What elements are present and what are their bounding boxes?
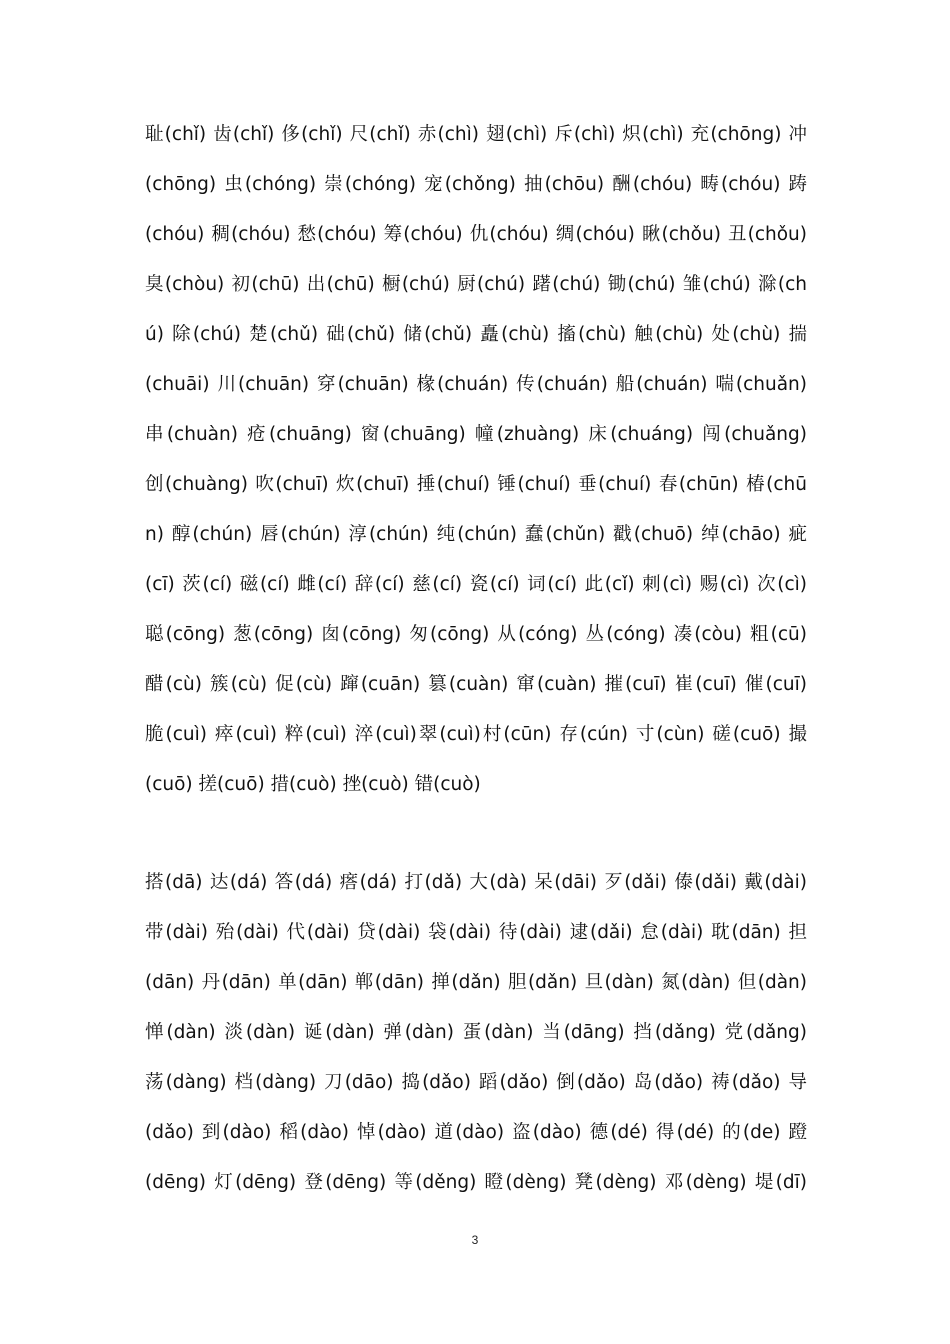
text-line: 创(chuàng) 吹(chuī) 炊(chuī) 捶(chuí) 锤(chuí) 垂(chuí) 春(chūn) 椿(chū [145,474,807,495]
text-line-last: (cuō) 搓(cuō) 措(cuò) 挫(cuò) 错(cuò) [145,774,481,795]
text-line: (chōng) 虫(chóng) 崇(chóng) 宠(chǒng) 抽(chōu) 酬(chóu) 畴(chóu) 踌 [145,174,807,195]
text-line: 醋(cù) 簇(cù) 促(cù) 蹿(cuān) 篡(cuàn) 窜(cuàn) 摧(cuī) 崔(cuī) 催(cuī) [145,674,807,695]
text-line: n) 醇(chún) 唇(chún) 淳(chún) 纯(chún) 蠢(chǔn) 戳(chuō) 绰(chāo) 疵 [145,524,807,545]
text-line: 串(chuàn) 疮(chuāng) 窗(chuāng) 幢(zhuàng) 床(chuáng) 闯(chuǎng) [145,424,807,445]
text-line: (chuāi) 川(chuān) 穿(chuān) 椽(chuán) 传(chuán) 船(chuán) 喘(chuǎn) [145,374,807,395]
text-line: 荡(dàng) 档(dàng) 刀(dāo) 捣(dǎo) 蹈(dǎo) 倒(dǎo) 岛(dǎo) 祷(dǎo) 导 [145,1072,807,1093]
text-line: 聪(cōng) 葱(cōng) 囱(cōng) 匆(cōng) 从(cóng) 丛(cóng) 凑(còu) 粗(cū) [145,624,807,645]
text-line: (dǎo) 到(dào) 稻(dào) 悼(dào) 道(dào) 盗(dào) 德(dé) 得(dé) 的(de) 蹬 [145,1122,807,1143]
page-number: 3 [471,1233,479,1247]
text-line: 带(dài) 殆(dài) 代(dài) 贷(dài) 袋(dài) 待(dài) 逮(dǎi) 怠(dài) 耽(dān) 担 [145,922,807,943]
text-line: 耻(chǐ) 齿(chǐ) 侈(chǐ) 尺(chǐ) 赤(chì) 翅(chì) 斥(chì) 炽(chì) 充(chōng) 冲 [145,124,807,145]
text-line: (dēng) 灯(dēng) 登(dēng) 等(děng) 瞪(dèng) 凳(dèng) 邓(dèng) 堤(dī) [145,1172,807,1193]
text-line: (cī) 茨(cí) 磁(cí) 雌(cí) 辞(cí) 慈(cí) 瓷(cí) 词(cí) 此(cǐ) 刺(cì) 赐(cì) 次(cì) [145,574,807,595]
text-line: 搭(dā) 达(dá) 答(dá) 瘩(dá) 打(dǎ) 大(dà) 呆(dāi) 歹(dǎi) 傣(dǎi) 戴(dài) [145,872,807,893]
text-line: ú) 除(chú) 楚(chǔ) 础(chǔ) 储(chǔ) 矗(chù) 搐(chù) 触(chù) 处(chù) 揣 [145,324,807,345]
text-line: 惮(dàn) 淡(dàn) 诞(dàn) 弹(dàn) 蛋(dàn) 当(dāng) 挡(dǎng) 党(dǎng) [145,1022,807,1043]
text-line: (chóu) 稠(chóu) 愁(chóu) 筹(chóu) 仇(chóu) 绸(chóu) 瞅(chǒu) 丑(chǒu) [145,224,807,245]
text-line: (dān) 丹(dān) 单(dān) 郸(dān) 掸(dǎn) 胆(dǎn) 旦(dàn) 氮(dàn) 但(dàn) [145,972,807,993]
text-line: 臭(chòu) 初(chū) 出(chū) 橱(chú) 厨(chú) 躇(chú) 锄(chú) 雏(chú) 滁(ch [145,274,807,295]
text-line: 脆(cuì) 瘁(cuì) 粹(cuì) 淬(cuì)翠(cuì)村(cūn) 存(cún) 寸(cùn) 磋(cuō) 撮 [145,724,807,745]
